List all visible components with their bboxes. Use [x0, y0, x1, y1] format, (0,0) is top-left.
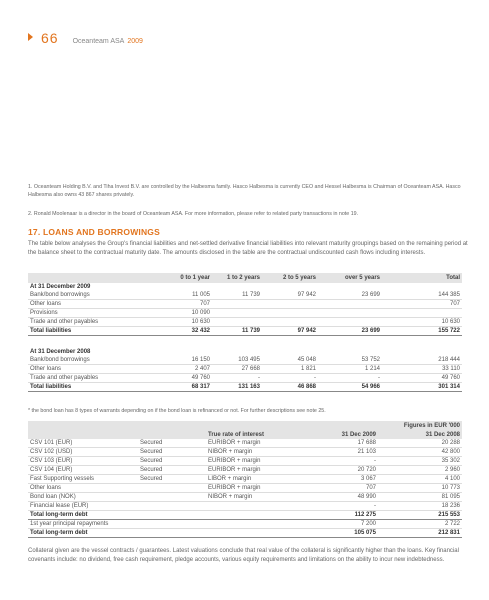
table-row [28, 374, 462, 383]
total-row [28, 511, 462, 520]
group-label: At 31 December 2008 [30, 349, 91, 355]
cell: 3 067 [296, 475, 378, 484]
table-row [28, 318, 462, 327]
cell: 155 722 [382, 327, 462, 336]
table-row [28, 291, 462, 300]
col-header: 0 to 1 year [146, 273, 212, 283]
row-label: Trade and other payables [28, 318, 146, 327]
cell: 81 095 [378, 493, 462, 502]
cell [318, 300, 382, 309]
col-header [138, 430, 206, 439]
cell: 48 990 [296, 493, 378, 502]
cell: 23 699 [318, 327, 382, 336]
cell: 10 630 [382, 318, 462, 327]
cell [212, 318, 262, 327]
total-row [28, 529, 462, 538]
security [138, 484, 206, 493]
cell: - [296, 502, 378, 511]
cell: 17 688 [296, 439, 378, 448]
security [138, 493, 206, 502]
col-header: over 5 years [318, 273, 382, 283]
cell: 301 314 [382, 383, 462, 392]
col-header: 31 Dec 2008 [378, 430, 462, 439]
cell [262, 300, 318, 309]
row-label: Trade and other payables [28, 374, 146, 383]
interest-rate: LIBOR + margin [206, 475, 296, 484]
cell: 1 214 [318, 365, 382, 374]
company-name: Oceanteam ASA [72, 38, 125, 45]
row-label: Total long-term debt [28, 529, 296, 538]
cell: 707 [296, 484, 378, 493]
interest-rate: EURIBOR + margin [206, 439, 296, 448]
total-row [28, 327, 462, 336]
interest-rate: NIBOR + margin [206, 448, 296, 457]
cell: 10 090 [146, 309, 212, 318]
security: Secured [138, 448, 206, 457]
row-label: Total liabilities [28, 327, 146, 336]
cell: 144 385 [382, 291, 462, 300]
table-row [28, 448, 462, 457]
cell: 21 103 [296, 448, 378, 457]
cell: 32 432 [146, 327, 212, 336]
cell: 35 302 [378, 457, 462, 466]
security: Secured [138, 466, 206, 475]
cell: 27 668 [212, 365, 262, 374]
table-row [28, 439, 462, 448]
security: Secured [138, 457, 206, 466]
arrow-icon [28, 33, 33, 41]
cell: 23 699 [318, 291, 382, 300]
cell: 4 100 [378, 475, 462, 484]
cell: - [296, 457, 378, 466]
cell: 707 [146, 300, 212, 309]
cell: 16 150 [146, 356, 212, 365]
cell: 11 739 [212, 327, 262, 336]
loan-name: Fast Supporting vessels [28, 475, 138, 484]
table-row [28, 300, 462, 309]
row-label: Other loans [28, 300, 146, 309]
table-row [28, 484, 462, 493]
cell: 20 720 [296, 466, 378, 475]
table-row [28, 493, 462, 502]
section-title: 17. LOANS AND BORROWINGS [28, 227, 160, 237]
loan-name: CSV 102 (USD) [28, 448, 138, 457]
cell [318, 318, 382, 327]
interest-rate: EURIBOR + margin [206, 484, 296, 493]
footnote: * the bond loan has 8 types of warrants depending on if the bond loan is refinanced or not. For further descriptions see note 25. [28, 408, 326, 414]
cell [212, 309, 262, 318]
cell: 97 942 [262, 291, 318, 300]
cell [382, 309, 462, 318]
table-row [28, 365, 462, 374]
cell: 54 966 [318, 383, 382, 392]
interest-rate [206, 502, 296, 511]
table-row [28, 520, 462, 529]
table-row [28, 502, 462, 511]
loan-name: CSV 104 (EUR) [28, 466, 138, 475]
row-label: Bank/bond borrowings [28, 356, 146, 365]
figures-label: Figures in EUR '000 [28, 421, 462, 430]
debt-table-header [28, 430, 462, 439]
table-row [28, 466, 462, 475]
col-header: Total [382, 273, 462, 283]
interest-rate: EURIBOR + margin [206, 466, 296, 475]
security: Secured [138, 439, 206, 448]
cell: 131 163 [212, 383, 262, 392]
cell: 18 236 [378, 502, 462, 511]
page-header [28, 30, 143, 46]
report-year: 2009 [127, 38, 143, 45]
loan-name: CSV 103 (EUR) [28, 457, 138, 466]
cell: - [262, 374, 318, 383]
loan-name: Bond loan (NOK) [28, 493, 138, 502]
row-label: Total long-term debt [28, 511, 296, 520]
security: Secured [138, 475, 206, 484]
closing-paragraph: Collateral given are the vessel contracts / guarantees. Latest valuations conclude that real value of the collateral is significantly higher than the loans. Key financial covenants include: no dividend, free cash requirement, pledge accounts, various equity requirements and limitations on the ability to incur new indebtedness. [28, 548, 459, 563]
row-label: Total liabilities [28, 383, 146, 392]
cell: 49 760 [382, 374, 462, 383]
cell: 10 773 [378, 484, 462, 493]
cell: - [318, 374, 382, 383]
table-row [28, 309, 462, 318]
cell: 42 800 [378, 448, 462, 457]
loan-name: Financial lease (EUR) [28, 502, 138, 511]
cell: 212 831 [378, 529, 462, 538]
table-row [28, 457, 462, 466]
interest-rate: EURIBOR + margin [206, 457, 296, 466]
col-header [28, 430, 138, 439]
cell: 2 960 [378, 466, 462, 475]
note-1: 1. Oceanteam Holding B.V. and Tiha Invest B.V. are controlled by the Halbesma family. Hasco Halbesma is currently CEO and Hessel Halbesma is Chairman of Oceanteam ASA. Hasco Halbesma also owns 43 867 shares privately. [28, 184, 461, 198]
interest-rate: NIBOR + margin [206, 493, 296, 502]
row-label: 1st year principal repayments [28, 520, 296, 529]
group-heading [28, 283, 462, 291]
cell [262, 318, 318, 327]
cell: - [212, 374, 262, 383]
row-label: Bank/bond borrowings [28, 291, 146, 300]
col-header: 31 Dec 2009 [296, 430, 378, 439]
maturity-table-header [28, 273, 462, 283]
cell: 707 [382, 300, 462, 309]
cell: 112 275 [296, 511, 378, 520]
group-label: At 31 December 2009 [30, 284, 91, 290]
cell: 10 630 [146, 318, 212, 327]
cell: 2 407 [146, 365, 212, 374]
cell: 2 722 [378, 520, 462, 529]
cell: 1 821 [262, 365, 318, 374]
maturity-table [28, 273, 462, 392]
cell: 7 200 [296, 520, 378, 529]
row-label: Other loans [28, 365, 146, 374]
cell: 45 048 [262, 356, 318, 365]
cell: 68 317 [146, 383, 212, 392]
section-intro: The table below analyses the Group's financial liabilities and net-settled derivative financial liabilities into relevant maturity groupings based on the remaining period at the balance sheet to the contractual maturity date. The amounts disclosed in the table are the contractual undiscounted cash flows including interests. [28, 241, 468, 256]
cell: 33 110 [382, 365, 462, 374]
col-header: True rate of interest [206, 430, 296, 439]
loan-name: CSV 101 (EUR) [28, 439, 138, 448]
table-row [28, 356, 462, 365]
row-label: Provisions [28, 309, 146, 318]
cell: 105 075 [296, 529, 378, 538]
cell: 49 760 [146, 374, 212, 383]
debt-table [28, 421, 462, 538]
total-row [28, 383, 462, 392]
cell [318, 309, 382, 318]
cell [262, 309, 318, 318]
cell: 46 868 [262, 383, 318, 392]
group-heading [28, 348, 462, 356]
cell: 20 288 [378, 439, 462, 448]
debt-table-figures-row [28, 421, 462, 430]
col-header: 2 to 5 years [262, 273, 318, 283]
cell: 97 942 [262, 327, 318, 336]
page-number: 66 [41, 30, 59, 46]
table-row [28, 475, 462, 484]
cell: 11 005 [146, 291, 212, 300]
cell: 218 444 [382, 356, 462, 365]
spacer-row [28, 336, 462, 349]
cell: 11 739 [212, 291, 262, 300]
col-header [28, 273, 146, 283]
note-2: 2. Ronald Moolenaar is a director in the board of Oceanteam ASA. For more information, please refer to related party transactions in note 19. [28, 211, 359, 217]
col-header: 1 to 2 years [212, 273, 262, 283]
loan-name: Other loans [28, 484, 138, 493]
cell: 103 495 [212, 356, 262, 365]
cell [212, 300, 262, 309]
security [138, 502, 206, 511]
cell: 215 553 [378, 511, 462, 520]
cell: 53 752 [318, 356, 382, 365]
